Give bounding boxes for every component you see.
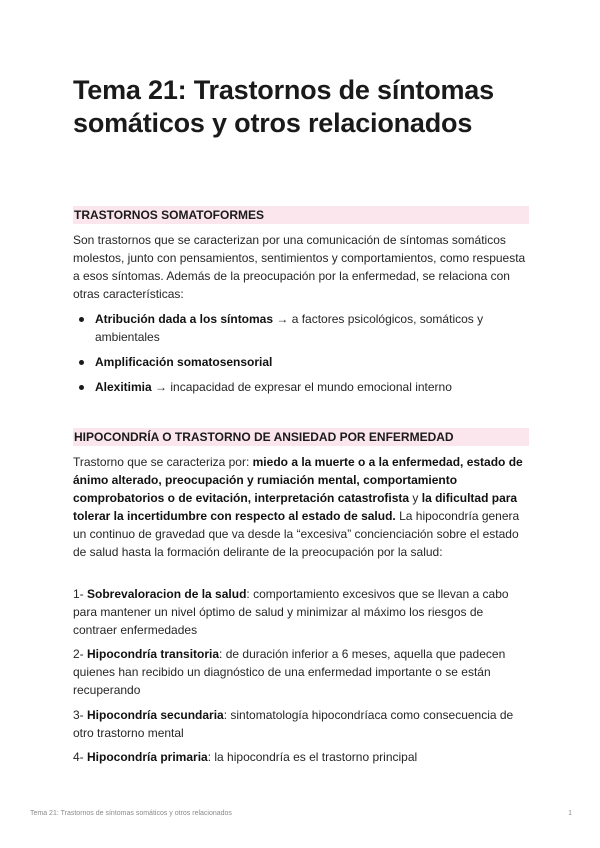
- numbered-item-2: 2- Hipocondría transitoria: de duración inferior a 6 meses, aquella que padecen quienes han recibido un diagnóstico de una enfermedad importante o se están recuperando: [73, 647, 506, 697]
- list-item: Alexitimia → incapacidad de expresar el mundo emocional interno: [73, 378, 529, 396]
- section-heading-somatoformes: TRASTORNOS SOMATOFORMES: [73, 206, 529, 224]
- page-title: Tema 21: Trastornos de síntomas somáticos y otros relacionados: [73, 75, 494, 138]
- page-footer: Tema 21: Trastornos de síntomas somáticos y otros relacionados: [30, 810, 232, 817]
- section2-intro: Trastorno que se caracteriza por: miedo a la muerte o a la enfermedad, estado de ánimo alterado, preocupación y rumiación mental, comportamiento comprobatorios o de evitación, interpretación catastrofista y la dificultad para tolerar la incertidumbre con respecto al estado de salud. La hipocondría genera un continuo de gravedad que va desde la “excesiva” concienciación sobre el estado de salud hasta la formación delirante de la preocupación por la salud:: [73, 455, 523, 559]
- numbered-item-1: 1- Sobrevaloracion de la salud: comportamiento excesivos que se llevan a cabo para mantener un nivel óptimo de salud y minimizar al máximo los riesgos de contraer enfermedades: [73, 587, 509, 637]
- list-item: Amplificación somatosensorial: [73, 353, 529, 371]
- numbered-item-4: 4- Hipocondría primaria: la hipocondría es el trastorno principal: [73, 750, 418, 764]
- bullet-icon: [79, 317, 84, 322]
- section1-intro: Son trastornos que se caracterizan por una comunicación de síntomas somáticos molestos, junto con pensamientos, sentimientos y comportamientos, como respuesta a esos síntomas. Además de la preocupación por la enfermedad, se relaciona con otras características:: [73, 233, 526, 301]
- page-number: 1: [568, 810, 572, 817]
- bullet-icon: [79, 360, 84, 365]
- section1-bullet-list: [73, 310, 529, 396]
- list-item: Atribución dada a los síntomas → a factores psicológicos, somáticos y ambientales: [73, 310, 529, 346]
- bullet-icon: [79, 385, 84, 390]
- section-heading-hipocondria: HIPOCONDRÍA O TRASTORNO DE ANSIEDAD POR ENFERMEDAD: [73, 428, 529, 446]
- numbered-item-3: 3- Hipocondría secundaria: sintomatología hipocondríaca como consecuencia de otro trastorno mental: [73, 708, 514, 740]
